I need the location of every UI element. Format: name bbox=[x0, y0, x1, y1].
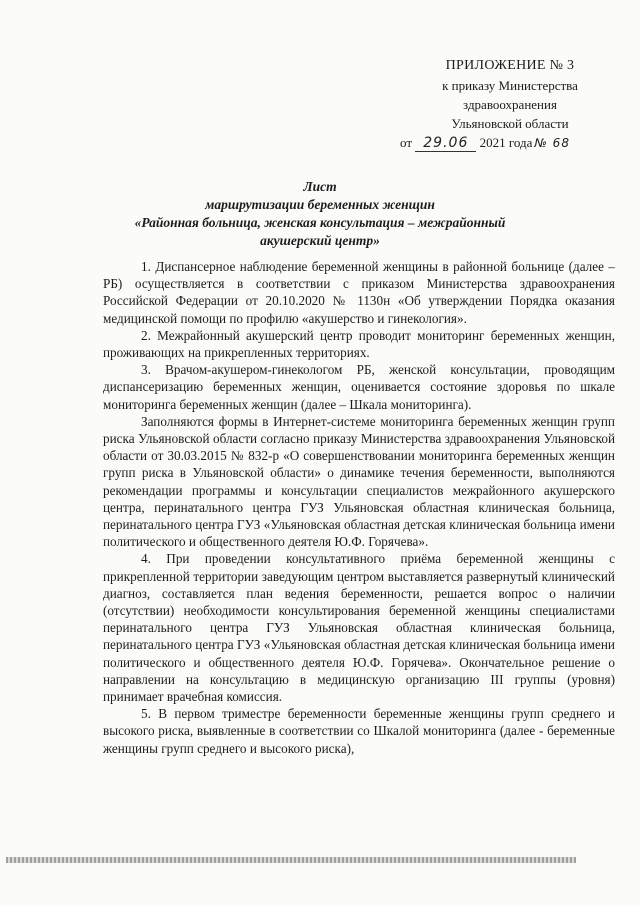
date-prefix: от bbox=[400, 135, 413, 150]
appendix-date-line bbox=[400, 133, 600, 153]
heading-line-3: «Районная больница, женская консультация – межрайонный bbox=[134, 215, 506, 230]
handwritten-date: 29.06 bbox=[415, 135, 476, 152]
heading-line-2: маршрутизации беременных женщин bbox=[205, 197, 435, 212]
paragraph-4: Заполняются формы в Интернет-системе мониторинга беременных женщин групп риска Ульяновской области согласно приказу Министерства здравоохранения Ульяновской области от 30.03.2015 № 832-р «О совершенствовании мониторинга беременных женщин групп риска в Ульяновской области» о динамике течения беременности, выполняются рекомендации программы и консультации специалистов межрайонного акушерского центра, перинатального центра ГУЗ Ульяновская областная клиническая больница, перинатального центра ГУЗ «Ульяновская областная детская клиническая больница имени политического и общественного деятеля Ю.Ф. Горячева». bbox=[103, 413, 615, 550]
paragraph-2: 2. Межрайонный акушерский центр проводит мониторинг беременных женщин, проживающих на прикрепленных территориях. bbox=[103, 327, 615, 361]
appendix-line-2: здравоохранения bbox=[463, 97, 557, 112]
paragraph-6: 5. В первом триместре беременности беременные женщины групп среднего и высокого риска, выявленные в соответствии со Шкалой мониторинга (далее - беременные женщины групп среднего и высокого риска), bbox=[103, 706, 615, 756]
document-body bbox=[103, 258, 615, 757]
appendix-title: ПРИЛОЖЕНИЕ № 3 bbox=[445, 58, 575, 73]
paragraph-1: 1. Диспансерное наблюдение беременной женщины в районной больнице (далее – РБ) осуществляется в соответствии с приказом Министерства здравоохранения Российской Федерации от 20.10.2020 № 1130н «Об утверждении Порядка оказания медицинской помощи по профилю «акушерство и гинекология». bbox=[103, 259, 615, 326]
appendix-line-3: Ульяновской области bbox=[451, 116, 569, 131]
handwritten-number: № 68 bbox=[534, 136, 570, 150]
document-heading bbox=[0, 178, 640, 250]
appendix-line-1: к приказу Министерства bbox=[442, 78, 578, 93]
paragraph-3: 3. Врачом-акушером-гинекологом РБ, женской консультации, проводящим диспансеризацию беременных женщин, оценивается состояние здоровья по шкале мониторинга беременных женщин (далее – Шкала мониторинга). bbox=[103, 362, 615, 412]
paragraph-5: 4. При проведении консультативного приёма беременной женщины с прикрепленной территории заведующим центром выставляется развернутый клинический диагноз, составляется план ведения беременности, решается вопрос о наличии (отсутствии) необходимости консультирования беременной женщины специалистами перинатального центра ГУЗ Ульяновская областная клиническая больница, перинатального центра ГУЗ «Ульяновская областная детская клиническая больница имени политического и общественного деятеля Ю.Ф. Горячева». Окончательное решение о направлении на консультацию в медицинскую организацию III группы (уровня) принимает врачебная комиссия. bbox=[103, 551, 615, 705]
year-suffix: 2021 года bbox=[479, 135, 533, 150]
heading-line-4: акушерский центр» bbox=[260, 233, 380, 248]
heading-line-1: Лист bbox=[303, 179, 337, 194]
scan-edge-band bbox=[6, 857, 576, 863]
appendix-block bbox=[400, 56, 610, 153]
